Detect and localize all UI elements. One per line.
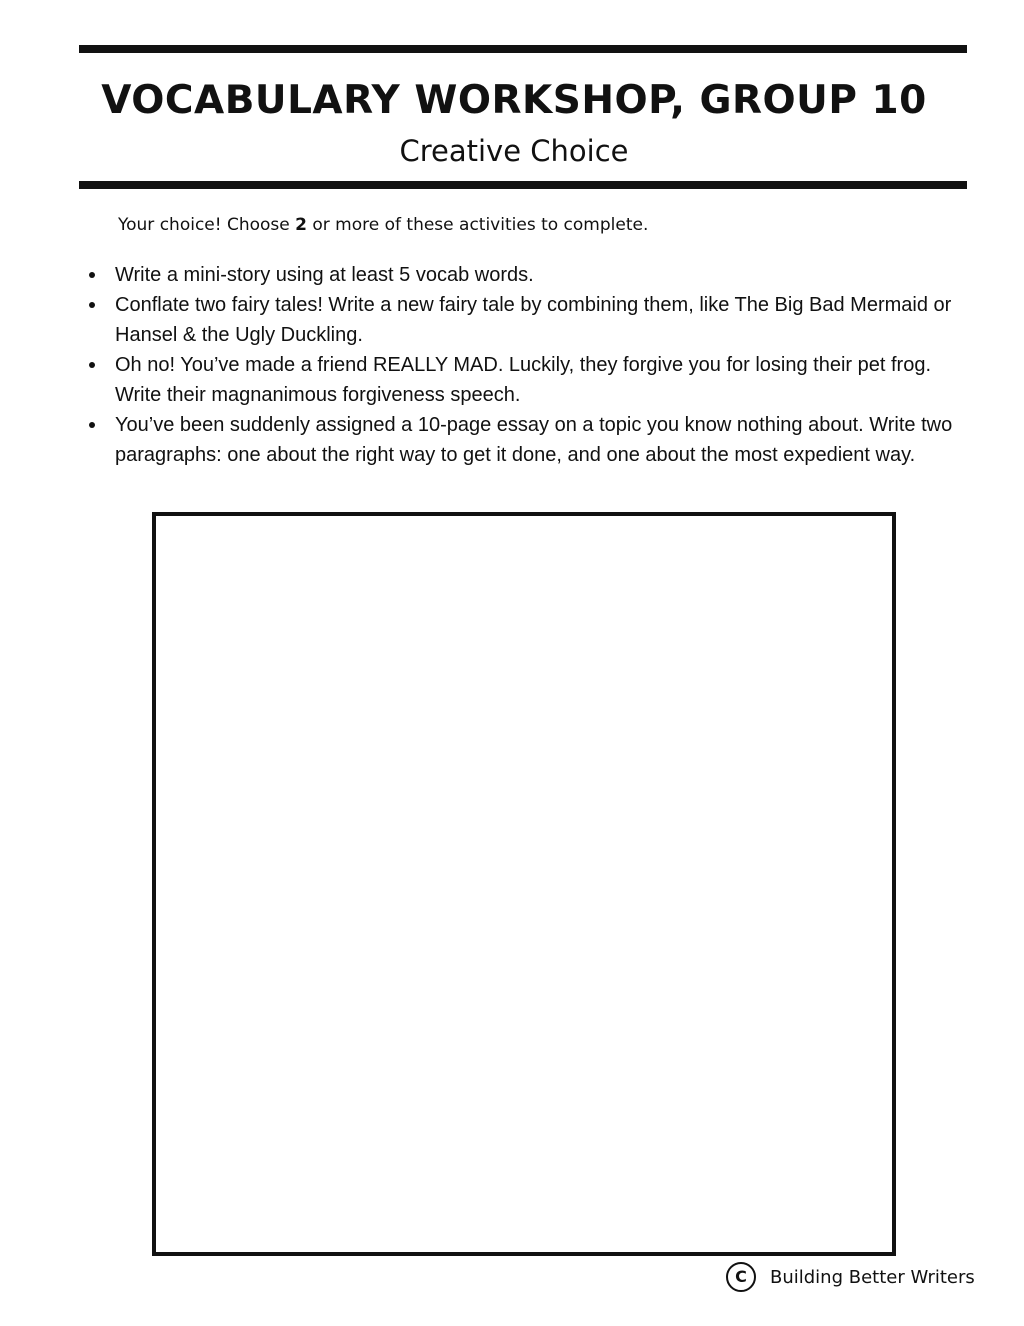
header-bottom-rule [79, 181, 967, 189]
instructions-number: 2 [295, 215, 307, 235]
list-item [115, 260, 975, 290]
activity-text: Oh no! You’ve made a friend REALLY MAD. Luckily, they forgive you for losing their pet frog. Write their magnanimous forgiveness speech. [115, 354, 931, 406]
list-item [115, 290, 975, 350]
page-subtitle: Creative Choice [399, 134, 629, 168]
activity-text: Write a mini-story using at least 5 vocab words. [115, 264, 534, 286]
footer-credit [726, 1262, 975, 1292]
copyright-icon: C [726, 1262, 756, 1292]
credit-text: Building Better Writers [770, 1266, 975, 1288]
bullet-icon [89, 302, 95, 308]
instructions-text-start: Your choice! Choose [118, 215, 296, 235]
bullet-icon [89, 362, 95, 368]
page-title: VOCABULARY WORKSHOP, GROUP 10 [101, 78, 927, 123]
bullet-icon [89, 422, 95, 428]
header-top-rule [79, 45, 967, 53]
writing-box [152, 512, 896, 1256]
list-item [115, 350, 975, 410]
activity-list [115, 260, 975, 470]
instructions [118, 213, 648, 237]
list-item [115, 410, 975, 470]
instructions-text-end: or more of these activities to complete. [306, 215, 649, 235]
bullet-icon [89, 272, 95, 278]
activity-text: You’ve been suddenly assigned a 10-page essay on a topic you know nothing about. Write two paragraphs: one about the right way to get it done, and one about the most expedient way. [115, 414, 953, 466]
activity-text: Conflate two fairy tales! Write a new fairy tale by combining them, like The Big Bad Mermaid or Hansel & the Ugly Duckling. [115, 294, 952, 346]
